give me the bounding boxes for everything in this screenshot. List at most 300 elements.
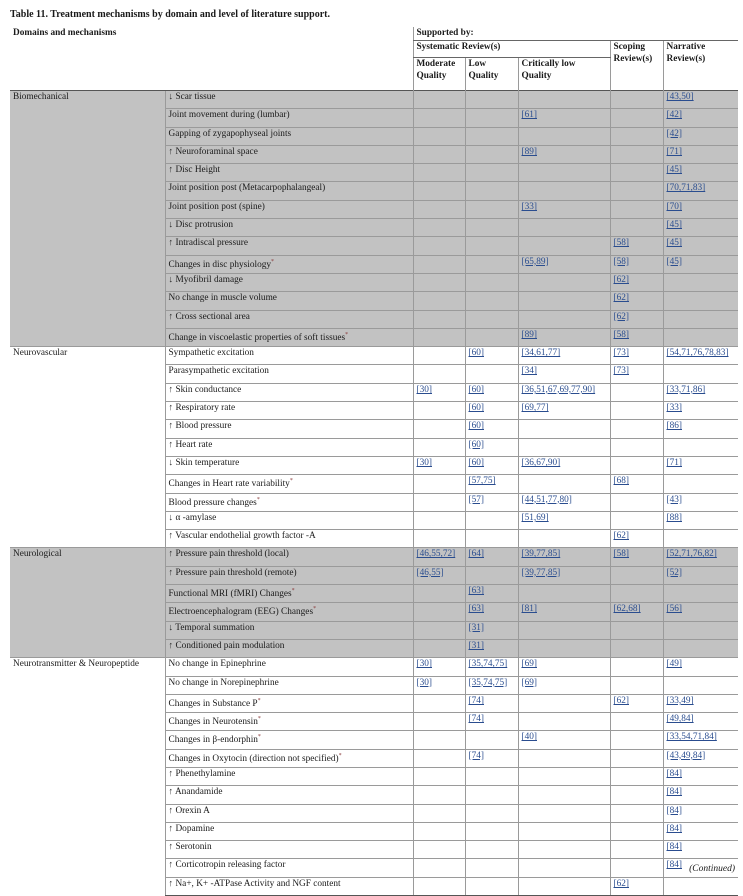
reference-cell — [465, 676, 518, 694]
reference-cell — [518, 822, 610, 840]
mechanism-cell — [165, 200, 413, 218]
reference-link[interactable]: [49] — [666, 659, 682, 670]
reference-link[interactable]: [62] — [613, 274, 629, 285]
reference-cell — [413, 822, 465, 840]
reference-link[interactable]: [42] — [666, 128, 682, 139]
reference-cell — [663, 822, 738, 840]
reference-link[interactable]: [45] — [666, 238, 682, 249]
reference-cell — [518, 749, 610, 767]
reference-cell — [610, 493, 663, 511]
reference-cell — [518, 767, 610, 785]
reference-link[interactable]: [31] — [468, 640, 484, 651]
reference-cell — [413, 182, 465, 200]
reference-cell — [518, 566, 610, 584]
reference-link[interactable]: [60] — [468, 403, 484, 414]
reference-cell — [465, 603, 518, 621]
reference-link[interactable]: [35,74,75] — [468, 659, 508, 670]
reference-cell — [413, 804, 465, 822]
reference-cell — [610, 475, 663, 493]
reference-cell — [610, 877, 663, 895]
reference-link[interactable]: [54,71,76,78,83] — [666, 348, 729, 359]
mechanism-label: ↑ Dopamine — [168, 823, 215, 834]
reference-link[interactable]: [84] — [666, 805, 682, 816]
reference-cell — [610, 182, 663, 200]
reference-link[interactable]: [36,67,90] — [521, 457, 561, 468]
reference-cell — [663, 273, 738, 291]
reference-cell — [663, 420, 738, 438]
reference-cell — [663, 566, 738, 584]
reference-cell — [610, 621, 663, 639]
reference-cell — [518, 493, 610, 511]
reference-cell — [413, 530, 465, 548]
reference-cell — [413, 859, 465, 877]
reference-cell — [610, 164, 663, 182]
reference-cell — [663, 402, 738, 420]
reference-link[interactable]: [62] — [613, 311, 629, 322]
reference-cell — [465, 347, 518, 365]
reference-cell — [413, 310, 465, 328]
reference-link[interactable]: [68] — [613, 476, 629, 487]
mechanism-cell — [165, 219, 413, 237]
mechanism-cell — [165, 658, 413, 676]
reference-cell — [610, 731, 663, 749]
reference-link[interactable]: [63] — [468, 604, 484, 615]
reference-cell — [610, 859, 663, 877]
reference-cell — [518, 713, 610, 731]
reference-link[interactable]: [84] — [666, 787, 682, 798]
reference-cell — [518, 182, 610, 200]
reference-link[interactable]: [56] — [666, 604, 682, 615]
reference-cell — [518, 91, 610, 109]
scoping-review-header: Scoping Review(s) — [610, 41, 663, 91]
mechanism-label: ↓ Disc protrusion — [168, 220, 234, 231]
reference-link[interactable]: [52,71,76,82] — [666, 549, 717, 560]
footnote-marker: * — [271, 258, 275, 265]
reference-link[interactable]: [65,89] — [521, 256, 549, 267]
reference-link[interactable]: [33,54,71,84] — [666, 732, 717, 743]
reference-link[interactable]: [69] — [521, 659, 537, 670]
reference-cell — [610, 713, 663, 731]
reference-link[interactable]: [89] — [521, 329, 537, 340]
reference-cell — [663, 219, 738, 237]
reference-cell — [465, 438, 518, 456]
mechanism-cell — [165, 822, 413, 840]
reference-cell — [413, 658, 465, 676]
reference-cell — [465, 841, 518, 859]
reference-cell — [413, 767, 465, 785]
reference-cell — [663, 365, 738, 383]
reference-cell — [465, 530, 518, 548]
reference-cell — [413, 548, 465, 566]
reference-link[interactable]: [58] — [613, 549, 629, 560]
mechanism-cell — [165, 420, 413, 438]
mechanism-label: Changes in Neurotensin — [168, 717, 258, 728]
mechanism-cell — [165, 767, 413, 785]
reference-cell — [610, 273, 663, 291]
reference-cell — [465, 475, 518, 493]
reference-link[interactable]: [52] — [666, 567, 682, 578]
reference-cell — [465, 639, 518, 657]
reference-cell — [413, 676, 465, 694]
mechanism-label: ↑ Anandamide — [168, 787, 223, 798]
reference-link[interactable]: [71] — [666, 146, 682, 157]
reference-link[interactable]: [45] — [666, 220, 682, 231]
reference-cell — [663, 182, 738, 200]
reference-cell — [663, 603, 738, 621]
reference-cell — [663, 475, 738, 493]
mechanism-cell — [165, 713, 413, 731]
reference-link[interactable]: [45] — [666, 165, 682, 176]
reference-cell — [518, 658, 610, 676]
reference-link[interactable]: [62] — [613, 293, 629, 304]
table-row — [10, 548, 738, 566]
reference-cell — [610, 841, 663, 859]
reference-cell — [610, 694, 663, 712]
reference-cell — [610, 786, 663, 804]
reference-link[interactable]: [33] — [666, 403, 682, 414]
mechanisms-table — [10, 27, 738, 896]
reference-cell — [610, 603, 663, 621]
reference-cell — [465, 877, 518, 895]
reference-link[interactable]: [60] — [468, 457, 484, 468]
mechanism-label: ↑ Skin conductance — [168, 384, 242, 395]
reference-cell — [465, 493, 518, 511]
mechanism-label: Parasympathetic excitation — [168, 366, 269, 377]
reference-link[interactable]: [60] — [468, 439, 484, 450]
reference-cell — [663, 749, 738, 767]
reference-cell — [518, 127, 610, 145]
reference-cell — [465, 91, 518, 109]
reference-cell — [663, 310, 738, 328]
reference-cell — [610, 822, 663, 840]
reference-link[interactable]: [44,51,77,80] — [521, 494, 572, 505]
reference-cell — [663, 127, 738, 145]
reference-link[interactable]: [74] — [468, 714, 484, 725]
reference-link[interactable]: [60] — [468, 384, 484, 395]
reference-cell — [663, 658, 738, 676]
reference-link[interactable]: [31] — [468, 622, 484, 633]
mechanism-label: ↑ Phenethylamine — [168, 768, 236, 779]
reference-link[interactable]: [46,55,72] — [416, 549, 456, 560]
mechanism-cell — [165, 292, 413, 310]
mechanism-cell — [165, 182, 413, 200]
mechanism-cell — [165, 475, 413, 493]
reference-cell — [413, 255, 465, 273]
mechanism-cell — [165, 456, 413, 474]
footnote-marker: * — [291, 588, 295, 595]
reference-link[interactable]: [30] — [416, 457, 432, 468]
mechanism-label: ↓ Temporal summation — [168, 622, 255, 633]
reference-cell — [610, 219, 663, 237]
mechanism-label: Joint position post (spine) — [168, 201, 265, 212]
reference-cell — [518, 109, 610, 127]
reference-cell — [610, 438, 663, 456]
reference-link[interactable]: [39,77,85] — [521, 567, 561, 578]
reference-link[interactable]: [69,77] — [521, 403, 549, 414]
reference-link[interactable]: [46,55] — [416, 567, 444, 578]
reference-cell — [413, 877, 465, 895]
reference-link[interactable]: [34] — [521, 366, 537, 377]
reference-link[interactable]: [64] — [468, 549, 484, 560]
mechanism-label: ↑ Respiratory rate — [168, 403, 236, 414]
reference-cell — [465, 786, 518, 804]
reference-cell — [518, 804, 610, 822]
reference-cell — [465, 328, 518, 346]
reference-link[interactable]: [89] — [521, 146, 537, 157]
reference-cell — [518, 841, 610, 859]
reference-link[interactable]: [36,51,67,69,77,90] — [521, 384, 596, 395]
mechanism-cell — [165, 347, 413, 365]
reference-cell — [610, 548, 663, 566]
reference-cell — [518, 164, 610, 182]
reference-link[interactable]: [70] — [666, 201, 682, 212]
reference-cell — [465, 237, 518, 255]
mechanism-label: ↑ Na+, K+ -ATPase Activity and NGF content — [168, 878, 341, 889]
reference-cell — [413, 475, 465, 493]
reference-cell — [663, 164, 738, 182]
reference-link[interactable]: [42] — [666, 110, 682, 121]
mechanism-cell — [165, 328, 413, 346]
reference-cell — [518, 456, 610, 474]
reference-link[interactable]: [74] — [468, 750, 484, 761]
reference-cell — [518, 676, 610, 694]
reference-cell — [518, 255, 610, 273]
reference-link[interactable]: [70,71,83] — [666, 183, 706, 194]
mechanism-cell — [165, 639, 413, 657]
reference-link[interactable]: [43,50] — [666, 92, 694, 102]
reference-link[interactable]: [84] — [666, 842, 682, 853]
mechanism-cell — [165, 310, 413, 328]
mechanism-label: Change in viscoelastic properties of soft tissues — [168, 332, 346, 343]
reference-cell — [610, 639, 663, 657]
reference-cell — [663, 145, 738, 163]
mechanism-label: Changes in Substance P — [168, 698, 258, 709]
reference-link[interactable]: [62,68] — [613, 604, 641, 615]
mechanism-label: Joint movement during (lumbar) — [168, 110, 290, 121]
mechanism-label: Changes in Heart rate variability — [168, 479, 290, 490]
reference-cell — [413, 292, 465, 310]
mechanism-cell — [165, 603, 413, 621]
reference-cell — [610, 365, 663, 383]
mechanism-cell — [165, 145, 413, 163]
reference-cell — [413, 347, 465, 365]
mechanism-label: Changes in Oxytocin (direction not specified) — [168, 753, 339, 764]
mechanism-label: ↓ α -amylase — [168, 512, 217, 523]
reference-link[interactable]: [84] — [666, 823, 682, 834]
table-row — [10, 91, 738, 109]
reference-link[interactable]: [33,49] — [666, 695, 694, 706]
reference-cell — [518, 219, 610, 237]
reference-link[interactable]: [30] — [416, 677, 432, 688]
low-quality-header: Low Quality — [465, 58, 518, 91]
reference-link[interactable]: [58] — [613, 329, 629, 340]
reference-cell — [465, 255, 518, 273]
mechanism-label: No change in Norepinephrine — [168, 677, 279, 688]
reference-link[interactable]: [30] — [416, 659, 432, 670]
mechanism-label: Functional MRI (fMRI) Changes — [168, 589, 292, 600]
reference-link[interactable]: [60] — [468, 421, 484, 432]
reference-cell — [465, 511, 518, 529]
continued-note: (Continued) — [689, 864, 735, 874]
mechanism-label: Blood pressure changes — [168, 497, 257, 508]
reference-cell — [610, 420, 663, 438]
reference-cell — [413, 841, 465, 859]
reference-cell — [663, 511, 738, 529]
reference-cell — [465, 548, 518, 566]
mechanism-cell — [165, 585, 413, 603]
reference-link[interactable]: [86] — [666, 421, 682, 432]
reference-cell — [413, 694, 465, 712]
mechanism-label: ↑ Neuroforaminal space — [168, 146, 258, 157]
mechanism-cell — [165, 530, 413, 548]
reference-link[interactable]: [51,69] — [521, 512, 549, 523]
mechanism-label: ↓ Skin temperature — [168, 457, 240, 468]
table-caption: Table 11. Treatment mechanisms by domain and level of literature support. — [10, 9, 331, 20]
mechanism-label: ↑ Serotonin — [168, 842, 212, 853]
reference-cell — [413, 511, 465, 529]
reference-cell — [610, 566, 663, 584]
mechanism-label: ↑ Conditioned pain modulation — [168, 640, 285, 651]
reference-cell — [518, 639, 610, 657]
reference-link[interactable]: [34,61,77] — [521, 348, 561, 359]
reference-cell — [663, 877, 738, 895]
mechanism-label: ↑ Corticotropin releasing factor — [168, 860, 286, 871]
mechanism-label: ↑ Intradiscal pressure — [168, 238, 249, 249]
reference-cell — [465, 767, 518, 785]
reference-cell — [465, 749, 518, 767]
reference-cell — [465, 859, 518, 877]
reference-cell — [465, 731, 518, 749]
reference-cell — [465, 804, 518, 822]
reference-cell — [465, 310, 518, 328]
reference-link[interactable]: [43] — [666, 494, 682, 505]
mechanism-label: ↓ Myofibril damage — [168, 274, 243, 285]
mechanism-cell — [165, 365, 413, 383]
footnote-marker: * — [345, 331, 349, 338]
reference-cell — [663, 530, 738, 548]
reference-link[interactable]: [63] — [468, 586, 484, 597]
reference-cell — [465, 658, 518, 676]
mechanism-cell — [165, 804, 413, 822]
mechanism-cell — [165, 109, 413, 127]
reference-cell — [465, 145, 518, 163]
reference-cell — [413, 273, 465, 291]
reference-link[interactable]: [73] — [613, 348, 629, 359]
reference-link[interactable]: [45] — [666, 256, 682, 267]
reference-link[interactable]: [57] — [468, 494, 484, 505]
mechanism-label: Sympathetic excitation — [168, 348, 254, 359]
mechanism-cell — [165, 566, 413, 584]
mechanism-cell — [165, 694, 413, 712]
reference-cell — [413, 603, 465, 621]
reference-link[interactable]: [73] — [613, 366, 629, 377]
reference-link[interactable]: [58] — [613, 256, 629, 267]
reference-link[interactable]: [49,84] — [666, 714, 694, 725]
domain-cell: Neurological — [10, 548, 165, 658]
reference-cell — [610, 456, 663, 474]
systematic-review-header: Systematic Review(s) — [413, 41, 610, 58]
mechanism-cell — [165, 164, 413, 182]
reference-cell — [413, 493, 465, 511]
reference-cell — [518, 511, 610, 529]
reference-link[interactable]: [39,77,85] — [521, 549, 561, 560]
reference-cell — [413, 200, 465, 218]
footnote-marker: * — [256, 496, 260, 503]
reference-cell — [663, 328, 738, 346]
reference-link[interactable]: [62] — [613, 878, 629, 889]
reference-link[interactable]: [71] — [666, 457, 682, 468]
reference-cell — [518, 292, 610, 310]
reference-cell — [465, 292, 518, 310]
reference-cell — [413, 383, 465, 401]
mechanism-cell — [165, 402, 413, 420]
reference-cell — [465, 420, 518, 438]
reference-link[interactable]: [33,71,86] — [666, 384, 706, 395]
reference-link[interactable]: [88] — [666, 512, 682, 523]
reference-link[interactable]: [84] — [666, 860, 682, 871]
reference-link[interactable]: [62] — [613, 531, 629, 542]
reference-link[interactable]: [40] — [521, 732, 537, 743]
mechanism-label: No change in Epinephrine — [168, 659, 266, 670]
reference-link[interactable]: [57,75] — [468, 476, 496, 487]
reference-cell — [413, 731, 465, 749]
reference-cell — [413, 456, 465, 474]
domain-cell: Neurovascular — [10, 347, 165, 548]
footnote-marker: * — [257, 734, 261, 741]
critically-low-quality-header: Critically low Quality — [518, 58, 610, 91]
reference-cell — [663, 731, 738, 749]
reference-link[interactable]: [43,49,84] — [666, 750, 706, 761]
reference-cell — [663, 91, 738, 109]
reference-link[interactable]: [62] — [613, 695, 629, 706]
mechanism-label: ↑ Cross sectional area — [168, 311, 250, 322]
reference-link[interactable]: [74] — [468, 695, 484, 706]
reference-cell — [518, 365, 610, 383]
reference-cell — [413, 438, 465, 456]
mechanism-cell — [165, 877, 413, 895]
reference-cell — [663, 694, 738, 712]
reference-cell — [663, 255, 738, 273]
reference-link[interactable]: [33] — [521, 201, 537, 212]
reference-cell — [518, 694, 610, 712]
reference-link[interactable]: [60] — [468, 348, 484, 359]
reference-cell — [413, 786, 465, 804]
reference-cell — [610, 767, 663, 785]
footnote-marker: * — [257, 716, 261, 723]
mechanism-label: Changes in disc physiology — [168, 259, 272, 270]
reference-cell — [518, 200, 610, 218]
mechanism-cell — [165, 493, 413, 511]
reference-link[interactable]: [84] — [666, 768, 682, 779]
mechanism-cell — [165, 438, 413, 456]
reference-cell — [518, 145, 610, 163]
reference-link[interactable]: [81] — [521, 604, 537, 615]
reference-link[interactable]: [58] — [613, 238, 629, 249]
reference-cell — [610, 585, 663, 603]
reference-cell — [518, 859, 610, 877]
reference-cell — [518, 548, 610, 566]
reference-link[interactable]: [69] — [521, 677, 537, 688]
reference-link[interactable]: [35,74,75] — [468, 677, 508, 688]
reference-cell — [610, 530, 663, 548]
reference-cell — [465, 585, 518, 603]
mechanism-cell — [165, 255, 413, 273]
mechanism-label: ↑ Pressure pain threshold (remote) — [168, 567, 297, 578]
reference-link[interactable]: [61] — [521, 110, 537, 121]
reference-cell — [518, 383, 610, 401]
reference-cell — [518, 347, 610, 365]
reference-link[interactable]: [30] — [416, 384, 432, 395]
